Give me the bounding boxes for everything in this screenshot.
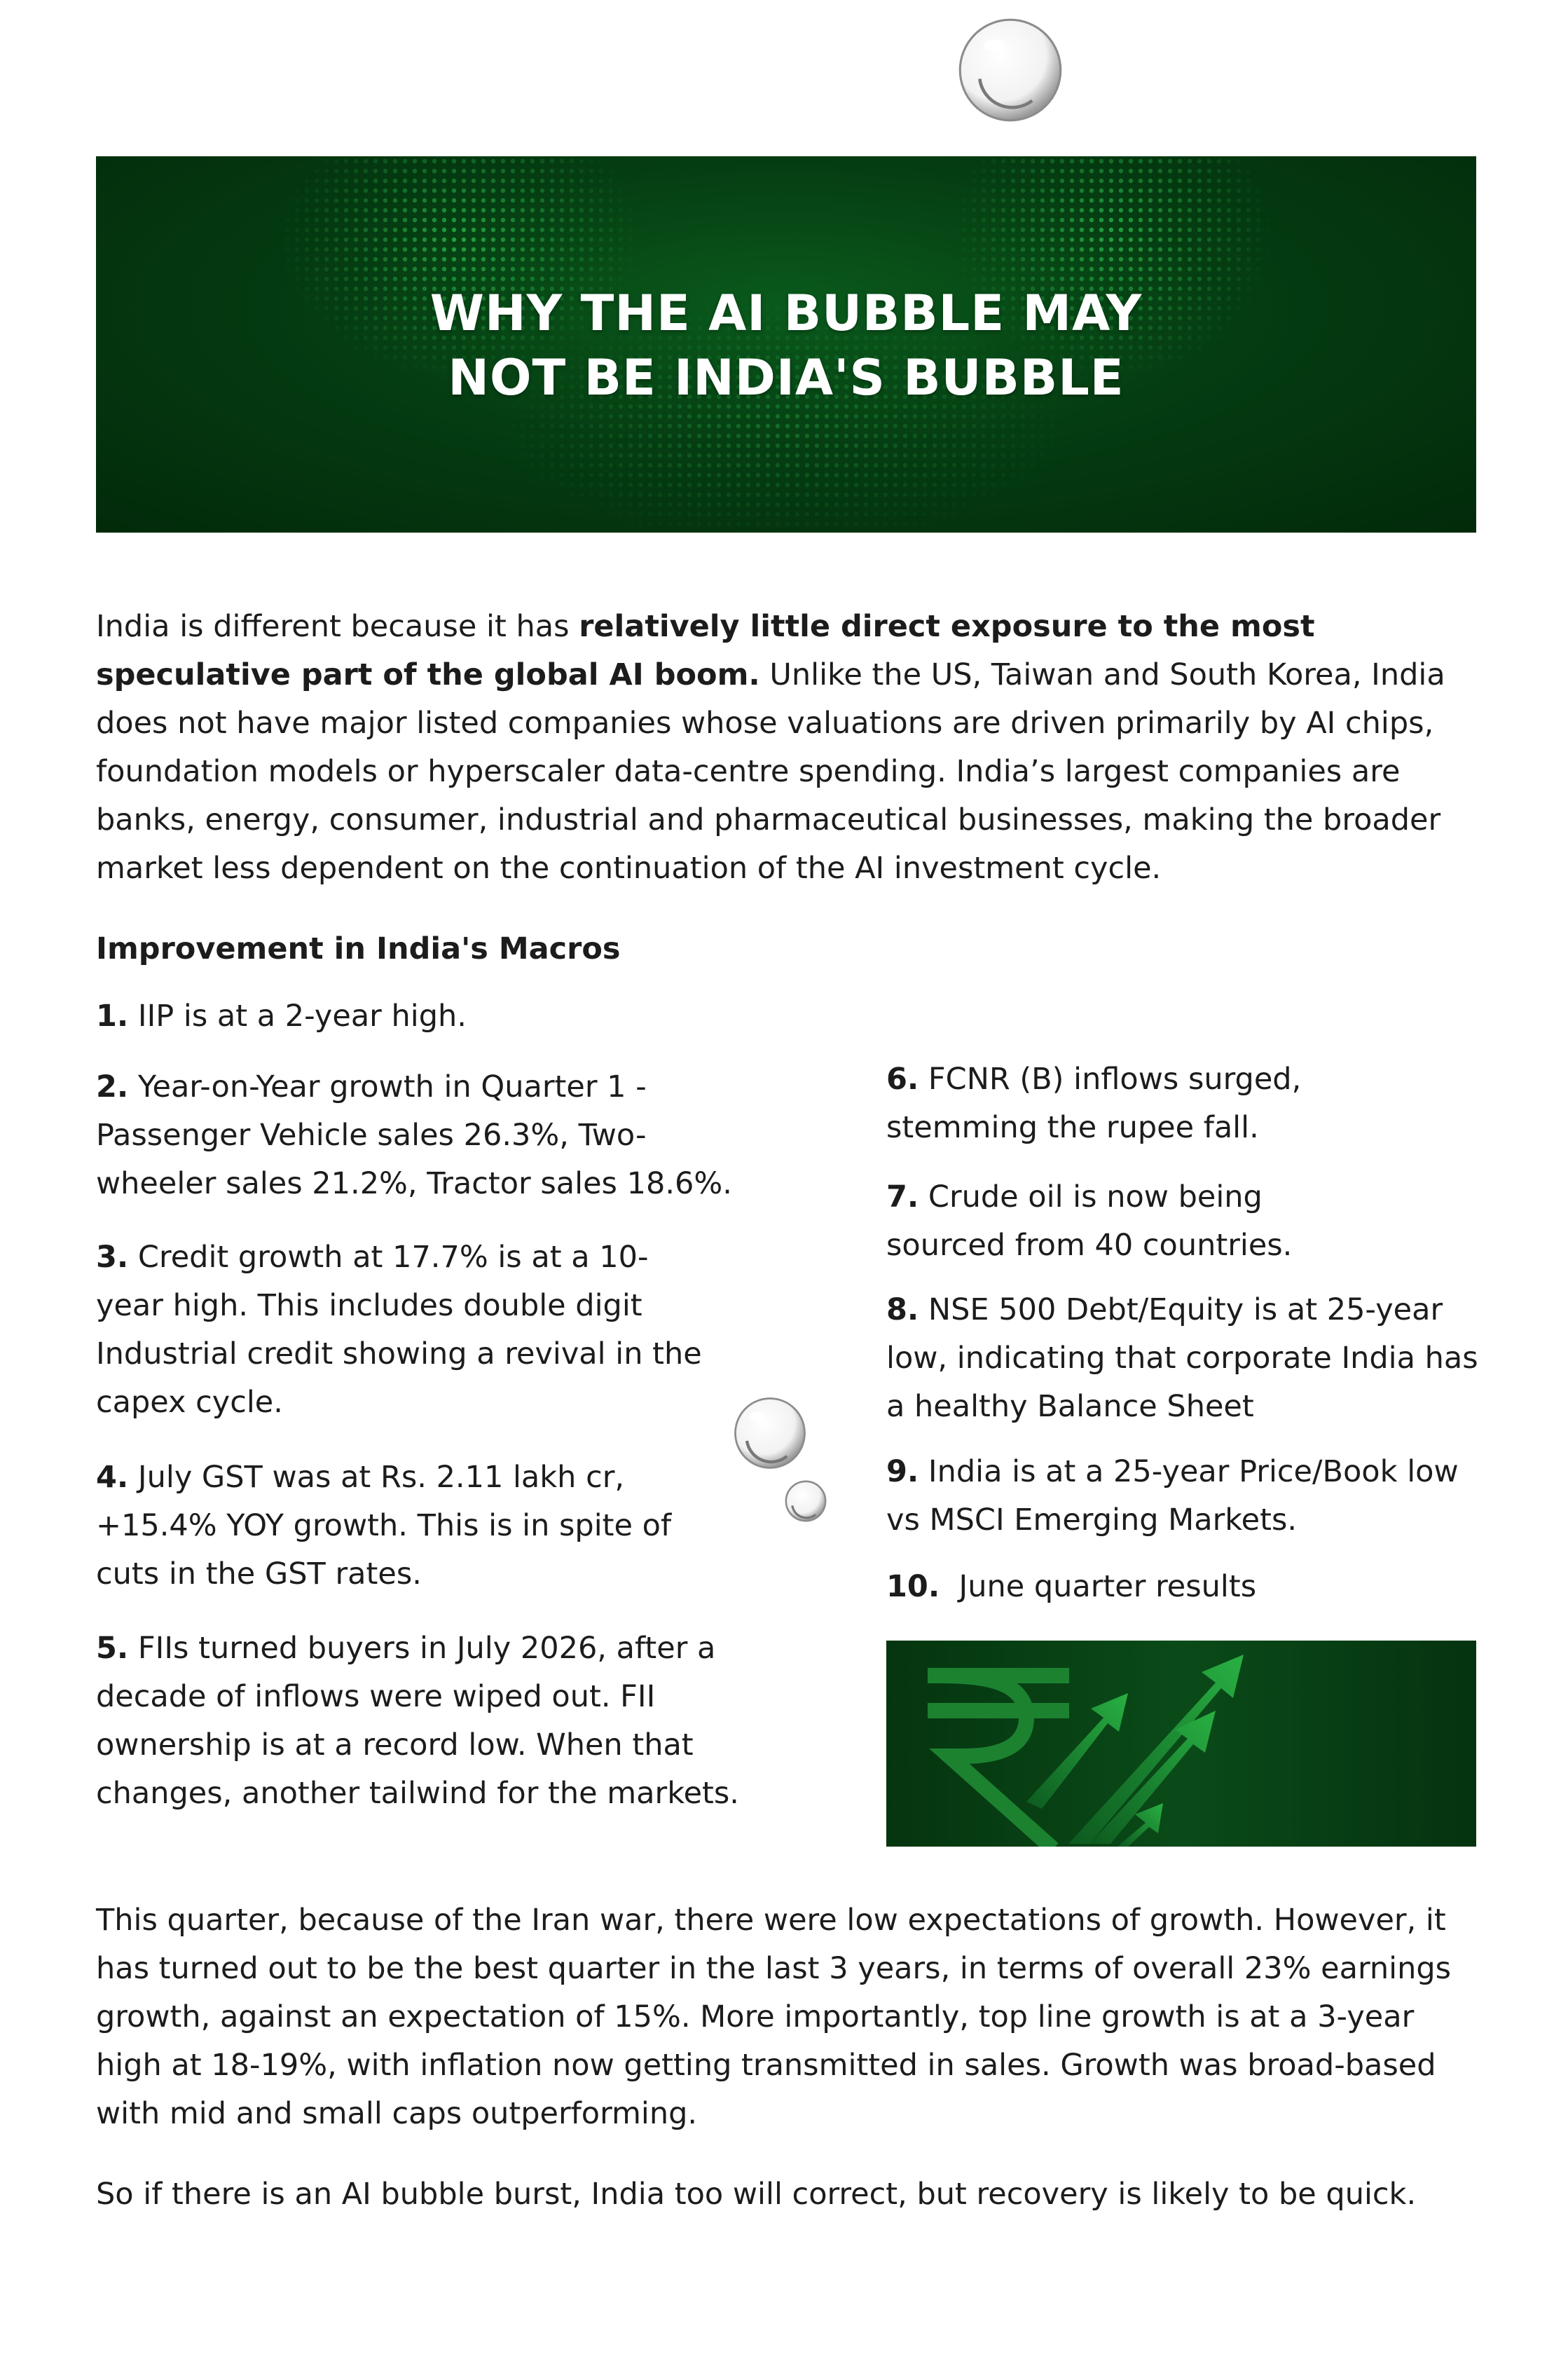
- list-item: 2. Year-on-Year growth in Quarter 1 - Passenger Vehicle sales 26.3%, Two-wheeler sales 21.2%, Tractor sales 18.6%.: [96, 1069, 732, 1201]
- header-banner: [96, 156, 1476, 533]
- bubble-icon: [731, 1395, 809, 1472]
- list-item: 8. NSE 500 Debt/Equity is at 25-year low, indicating that corporate India has a healthy Balance Sheet: [886, 1292, 1478, 1424]
- intro-bold-text: relatively little direct exposure to the most speculative part of the global AI boom.: [96, 609, 1315, 692]
- conclusion-paragraph: So if there is an AI bubble burst, India too will correct, but recovery is likely to be quick.: [96, 2177, 1417, 2212]
- intro-paragraph: [96, 603, 1483, 893]
- page-title-line1: WHY THE AI BUBBLE MAY: [429, 285, 1143, 342]
- intro-text: India is different because it has: [96, 609, 579, 644]
- list-item: 9. India is at a 25-year Price/Book low vs MSCI Emerging Markets.: [886, 1454, 1459, 1538]
- list-item: 5. FIIs turned buyers in July 2026, after a decade of inflows were wiped out. FII ownership is at a record low. When that changes, another tailwind for the markets.: [96, 1631, 739, 1811]
- list-item: 7. Crude oil is now being sourced from 40 countries.: [886, 1179, 1293, 1263]
- bubble-icon: [783, 1479, 828, 1524]
- section-heading: Improvement in India's Macros: [96, 931, 621, 966]
- intro-text: Unlike the US, Taiwan and South Korea, India does not have major listed companies whose valuations are driven primarily by AI chips, foundation models or hyperscaler data-centre spending. India’s largest companies are banks, energy, consumer, industrial and pharmaceutical businesses, making the broader market less dependent on the continuation of the AI investment cycle.: [96, 657, 1445, 886]
- page-title: [96, 281, 1476, 410]
- closing-paragraph: This quarter, because of the Iran war, there were low expectations of growth. However, it has turned out to be the best quarter in the last 3 years, in terms of overall 23% earnings growth, against an expectation of 15%. More importantly, top line growth is at a 3-year high at 18-19%, with inflation now getting transmitted in sales. Growth was broad-based with mid and small caps outperforming.: [96, 1903, 1452, 2131]
- list-item: 6. FCNR (B) inflows surged, stemming the rupee fall.: [886, 1062, 1302, 1145]
- rupee-growth-image: [886, 1641, 1476, 1847]
- list-item: 10. June quarter results: [886, 1569, 1257, 1604]
- list-item: 3. Credit growth at 17.7% is at a 10-year high. This includes double digit Industrial credit showing a revival in the capex cycle.: [96, 1240, 702, 1420]
- list-item: 4. July GST was at Rs. 2.11 lakh cr, +15.4% YOY growth. This is in spite of cuts in the GST rates.: [96, 1460, 672, 1592]
- rupee-growth-arrows-icon: [886, 1641, 1476, 1847]
- page-title-line2: NOT BE INDIA'S BUBBLE: [448, 349, 1125, 406]
- bubble-icon: [956, 15, 1065, 125]
- list-item: 1. IIP is at a 2-year high.: [96, 999, 467, 1034]
